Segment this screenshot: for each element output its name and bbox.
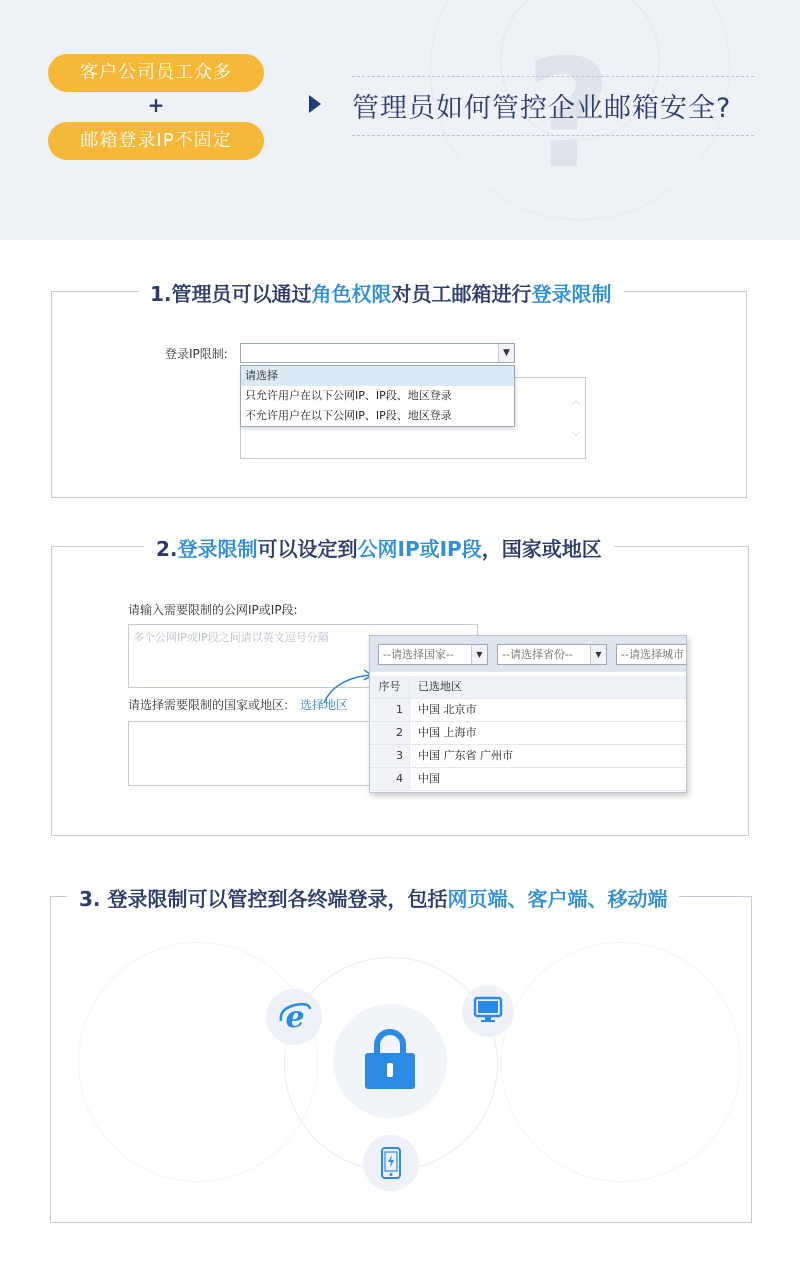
title-text: 2.: [156, 537, 178, 561]
select-region-link[interactable]: 选择地区: [300, 698, 349, 712]
region-picker-panel: [369, 635, 687, 793]
table-row[interactable]: [370, 768, 686, 791]
section-terminals: [50, 887, 752, 1223]
province-select[interactable]: [497, 644, 607, 665]
dropdown-option[interactable]: 请选择: [241, 366, 514, 386]
country-select[interactable]: [378, 644, 488, 665]
dropdown-option[interactable]: 不允许用户在以下公网IP、IP段、地区登录: [245, 409, 452, 422]
region-label: 请选择需要限制的国家或地区:: [128, 698, 289, 712]
chevron-down-icon[interactable]: ▼: [471, 645, 487, 664]
problem-pill-employees: 客户公司员工众多: [48, 54, 264, 92]
title-text: 可以设定到: [257, 537, 358, 561]
lock-icon: [364, 1027, 416, 1091]
header-banner: [0, 0, 800, 240]
row-index: 3: [370, 745, 410, 767]
title-highlight: 登录限制: [531, 282, 612, 306]
selected-region-table: [370, 676, 686, 791]
decorative-ring: [78, 942, 318, 1182]
region-picker-toolbar: [370, 636, 686, 672]
section-role-permission: [51, 282, 747, 498]
mobile-phone-icon: [379, 1147, 403, 1179]
row-index: 4: [370, 768, 410, 790]
title-text: ，国家或地区: [481, 537, 602, 561]
ip-input-label: 请输入需要限制的公网IP或IP段:: [128, 603, 298, 617]
chevron-down-icon[interactable]: ▼: [590, 645, 606, 664]
login-ip-limit-label: 登录IP限制:: [165, 347, 228, 361]
province-select-value: --请选择省份--: [502, 648, 573, 661]
city-select[interactable]: [616, 644, 686, 665]
city-select-value: --请选择城市: [621, 648, 684, 661]
plus-sign: +: [147, 93, 165, 117]
row-region: 中国 广东省 广州市: [418, 749, 513, 762]
desktop-monitor-icon: [473, 995, 503, 1025]
country-select-value: --请选择国家--: [383, 648, 454, 661]
table-row[interactable]: [370, 745, 686, 768]
section-ip-region: [51, 537, 749, 836]
decorative-ring: [501, 942, 741, 1182]
question-mark-icon: ?: [525, 28, 613, 202]
title-text: 3. 登录限制可以管控到各终端登录，包括: [79, 887, 448, 911]
chevron-down-icon[interactable]: ▼: [498, 344, 514, 362]
browser-e-icon: [277, 999, 313, 1035]
play-arrow-icon: [309, 95, 321, 113]
title-highlight: 公网IP或IP段: [357, 537, 482, 561]
section-title: [138, 278, 624, 307]
row-region: 中国 北京市: [418, 703, 477, 716]
table-header-row: [370, 676, 686, 699]
problem-pill-ip: 邮箱登录IP不固定: [48, 122, 264, 160]
column-header-index: 序号: [370, 676, 410, 698]
svg-text:e: e: [285, 1000, 305, 1035]
title-highlight: 登录限制: [177, 537, 258, 561]
title-highlight: 角色权限: [311, 282, 392, 306]
table-row[interactable]: [370, 699, 686, 722]
divider: [352, 76, 754, 77]
login-ip-limit-select[interactable]: [240, 343, 515, 363]
row-index: 1: [370, 699, 410, 721]
row-region: 中国: [418, 772, 440, 785]
table-row[interactable]: [370, 722, 686, 745]
section-title: [144, 533, 614, 562]
login-ip-limit-dropdown: [240, 365, 515, 427]
row-index: 2: [370, 722, 410, 744]
page-title: 管理员如何管控企业邮箱安全?: [352, 93, 732, 124]
section-title: [67, 883, 679, 912]
scroll-down-icon[interactable]: ﹀: [571, 432, 581, 443]
divider: [352, 135, 754, 136]
title-highlight: 网页端、客户端、移动端: [447, 887, 668, 911]
column-header-region: 已选地区: [418, 680, 462, 693]
scroll-up-icon[interactable]: ︿: [571, 396, 581, 407]
title-text: 1.管理员可以通过: [150, 282, 312, 306]
row-region: 中国 上海市: [418, 726, 477, 739]
ip-input-placeholder: 多个公网IP或IP段之间请以英文逗号分隔: [133, 631, 329, 644]
dropdown-option[interactable]: 只允许用户在以下公网IP、IP段、地区登录: [245, 389, 452, 402]
title-text: 对员工邮箱进行: [391, 282, 532, 306]
